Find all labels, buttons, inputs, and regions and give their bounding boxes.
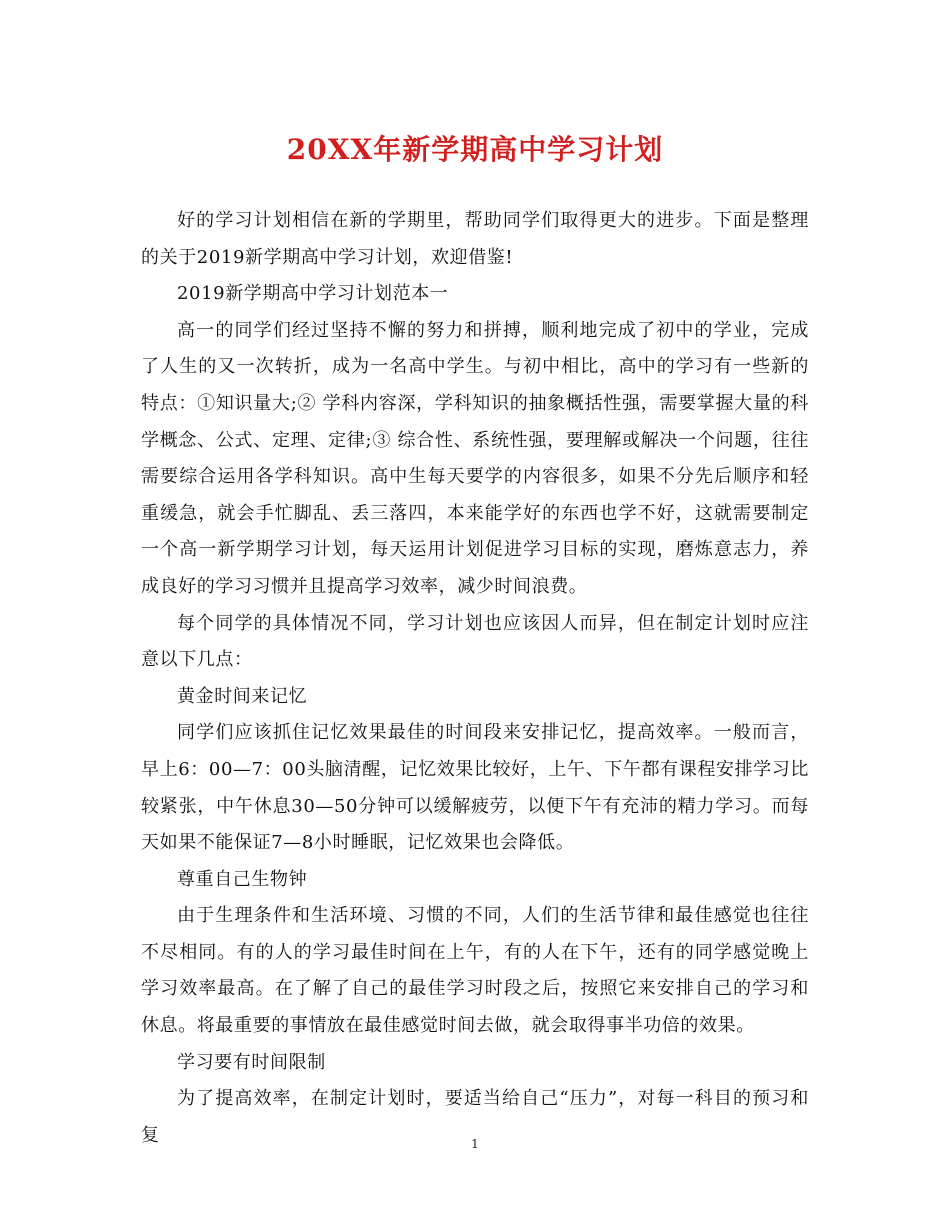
document-body bbox=[141, 203, 809, 1154]
heading-golden-time: 黄金时间来记忆 bbox=[177, 685, 308, 707]
paragraph-golden-time: 同学们应该抓住记忆效果最佳的时间段来安排记忆，提高效率。一般而言，早上6：00—7：00头脑清醒，记忆效果比较好，上午、下午都有课程安排学习比较紧张，中午休息30—50分钟可以缓解疲劳，以便下午有充沛的精力学习。而每天如果不能保证7—8小时睡眠，记忆效果也会降低。 bbox=[141, 722, 809, 854]
paragraph-high-school-features: 高一的同学们经过坚持不懈的努力和拼搏，顺利地完成了初中的学业，完成了人生的又一次转折，成为一名高中学生。与初中相比，高中的学习有一些新的特点：①知识量大;② 学科内容深，学科知识的抽象概括性强，需要掌握大量的科学概念、公式、定理、定律;③ 综合性、系统性强，要理解或解决一个问题，往往需要综合运用各学科知识。高中生每天要学的内容很多，如果不分先后顺序和轻重缓急，就会手忙脚乱、丢三落四，本来能学好的东西也学不好，这就需要制定一个高一新学期学习计划，每天运用计划促进学习目标的实现，磨炼意志力，养成良好的学习习惯并且提高学习效率，减少时间浪费。 bbox=[141, 319, 809, 597]
paragraph-time-limit: 为了提高效率，在制定计划时，要适当给自己“压力”，对每一科目的预习和复 bbox=[141, 1088, 809, 1146]
paragraph-biological-clock: 由于生理条件和生活环境、习惯的不同，人们的生活节律和最佳感觉也往往不尽相同。有的人的学习最佳时间在上午，有的人在下午，还有的同学感觉晚上学习效率最高。在了解了自己的最佳学习时段之后，按照它来安排自己的学习和休息。将最重要的事情放在最佳感觉时间去做，就会取得事半功倍的效果。 bbox=[141, 905, 809, 1037]
paragraph-intro: 好的学习计划相信在新的学期里，帮助同学们取得更大的进步。下面是整理的关于2019新学期高中学习计划，欢迎借鉴! bbox=[141, 210, 809, 268]
paragraph-plan-notes: 每个同学的具体情况不同，学习计划也应该因人而异，但在制定计划时应注意以下几点： bbox=[141, 612, 809, 671]
heading-sample-one: 2019新学期高中学习计划范本一 bbox=[177, 283, 449, 305]
heading-biological-clock: 尊重自己生物钟 bbox=[177, 868, 308, 890]
page-number: 1 bbox=[471, 1137, 479, 1151]
document-title: 20XX年新学期高中学习计划 bbox=[286, 133, 664, 166]
heading-time-limit: 学习要有时间限制 bbox=[177, 1051, 326, 1073]
